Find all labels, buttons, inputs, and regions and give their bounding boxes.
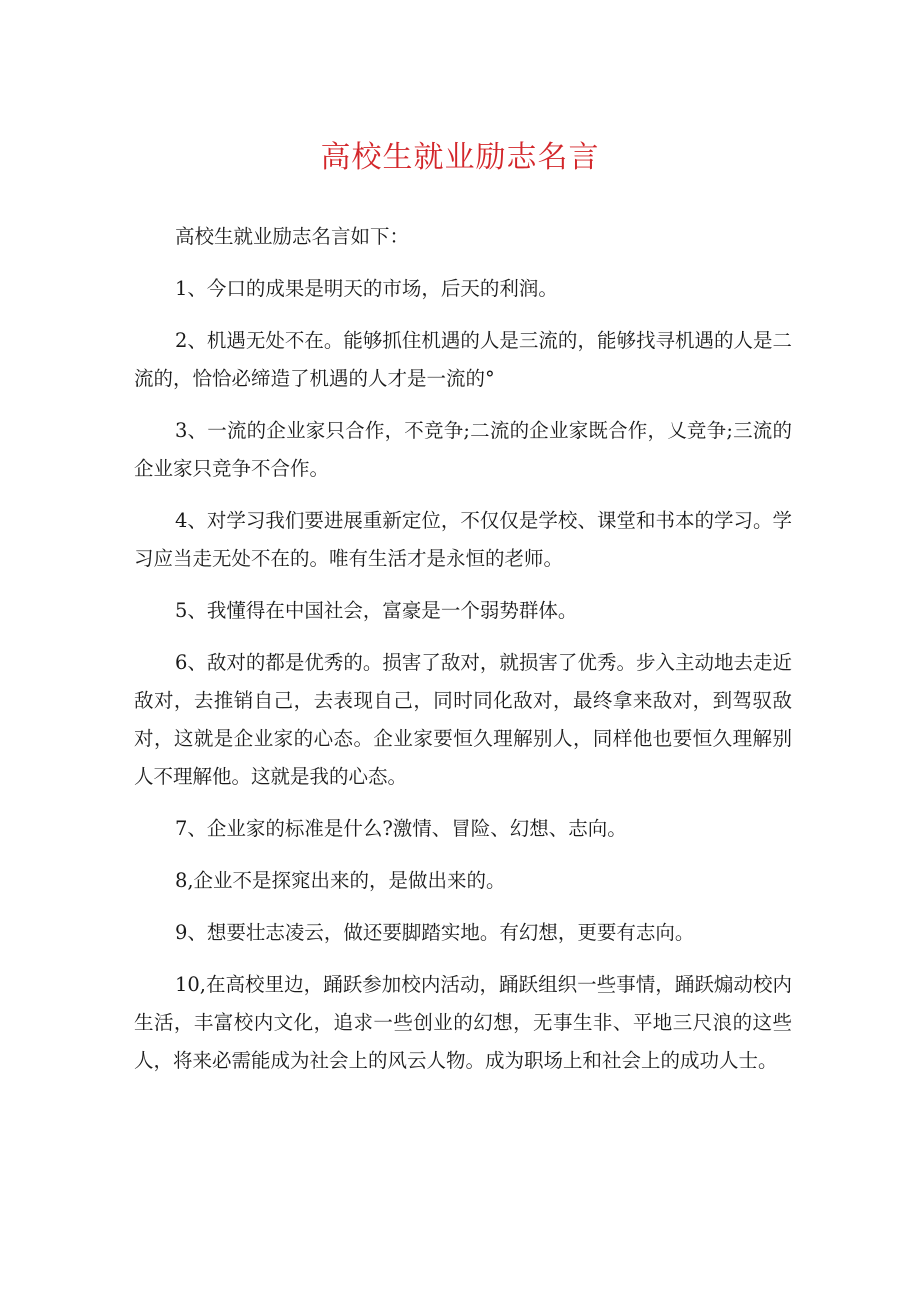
quote-paragraph-1: 1、今口的成果是明天的市场，后天的利润。 [174, 277, 558, 300]
quote-paragraph-7: 7、企业家的标准是什么?激情、冒险、幻想、志向。 [174, 817, 627, 840]
quote-paragraph-3: 3、一流的企业家只合作，不竞争;二流的企业家既合作，乂竞争;三流的企业家只竞争不合作。 [134, 419, 792, 480]
document-title: 高校生就业励志名言 [320, 140, 600, 175]
quote-paragraph-8: 8,企业不是探窕出来的，是做出来的。 [174, 869, 506, 892]
quote-paragraph-10: 10,在高校里边，踊跃参加校内活动，踊跃组织一些事情，踊跃煽动校内生活，丰富校内文化，追求一些创业的幻想，无事生非、平地三尺浪的这些人，将来必需能成为社会上的风云人物。成为职场上和社会上的成功人士。 [134, 973, 792, 1072]
intro-paragraph: 高校生就业励志名言如下： [174, 225, 409, 248]
quote-paragraph-9: 9、想要壮志凌云，做还要脚踏实地。有幻想，更要有志向。 [174, 921, 695, 944]
document-body [134, 218, 792, 1094]
quote-paragraph-6: 6、敌对的都是优秀的。损害了敌对，就损害了优秀。步入主动地去走近敌对，去推销自己，去表现自己，同时同化敌对，最终拿来敌对，到驾驭敌对，这就是企业家的心态。企业家要恒久理解别人，同样他也要恒久理解别人不理解他。这就是我的心态。 [134, 651, 792, 788]
quote-paragraph-2: 2、机遇无处不在。能够抓住机遇的人是三流的，能够找寻机遇的人是二流的，恰恰必缔造了机遇的人才是一流的° [134, 329, 792, 390]
quote-paragraph-4: 4、对学习我们要进展重新定位，不仅仅是学校、课堂和书本的学习。学习应当走无处不在的。唯有生活才是永恒的老师。 [134, 509, 792, 570]
quote-paragraph-5: 5、我懂得在中国社会，富豪是一个弱势群体。 [174, 599, 578, 622]
